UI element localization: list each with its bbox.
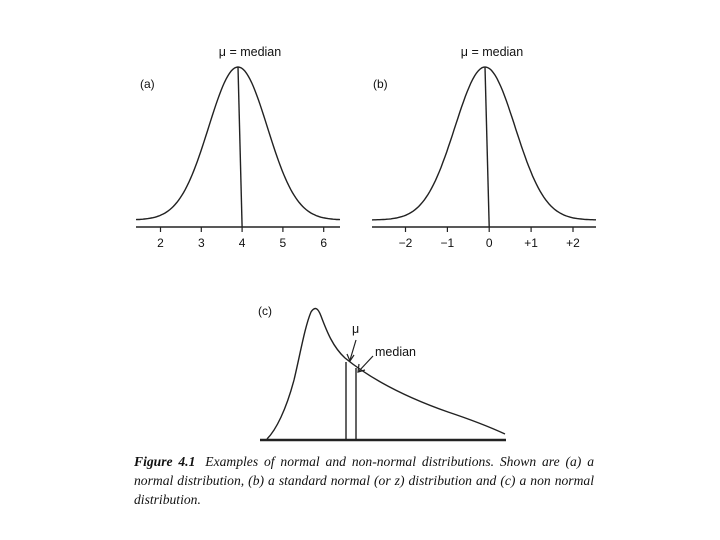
panel-b-standard-normal [372, 45, 596, 250]
panel-b-title: μ = median [460, 45, 524, 59]
figure-caption-text: Examples of normal and non-normal distributions. Shown are (a) a normal distribution, (b) a standard normal (or z) distribution and (c) a non normal distribution. [134, 454, 594, 507]
panel-a-ticks [157, 227, 327, 250]
panel-b-label: (b) [373, 77, 388, 91]
panel-a-label: (a) [140, 77, 155, 91]
panel-a-tick-label: 3 [197, 236, 205, 250]
panel-a-tick-label: 6 [320, 236, 328, 250]
panel-b-tick-label: 0 [485, 236, 493, 250]
panel-b-tick-label: +2 [566, 236, 580, 250]
panel-c-median-annotation: median [375, 345, 416, 359]
panel-c-median-arrow [359, 356, 373, 371]
panel-a-tick-label: 4 [238, 236, 246, 250]
panel-c-label: (c) [258, 304, 272, 318]
panel-b-tick-label: −1 [440, 236, 455, 250]
panel-b-mean-line [485, 67, 489, 227]
panel-c-skewed-distribution [258, 304, 506, 440]
figure-caption [134, 452, 594, 509]
panel-a-tick-label: 2 [157, 236, 164, 250]
figure-label: Figure 4.1 [134, 454, 196, 469]
panel-b-density-curve [372, 67, 596, 220]
panel-b-ticks [399, 227, 581, 250]
panel-a-mean-line [238, 67, 242, 227]
panel-c-density-curve [267, 309, 505, 439]
panel-c-mu-annotation: μ [352, 322, 360, 336]
panel-a-title: μ = median [218, 45, 282, 59]
panel-b-tick-label: −2 [398, 236, 413, 250]
panel-b-tick-label: +1 [524, 236, 538, 250]
panel-a-normal-distribution [136, 45, 340, 250]
panel-a-tick-label: 5 [279, 236, 287, 250]
